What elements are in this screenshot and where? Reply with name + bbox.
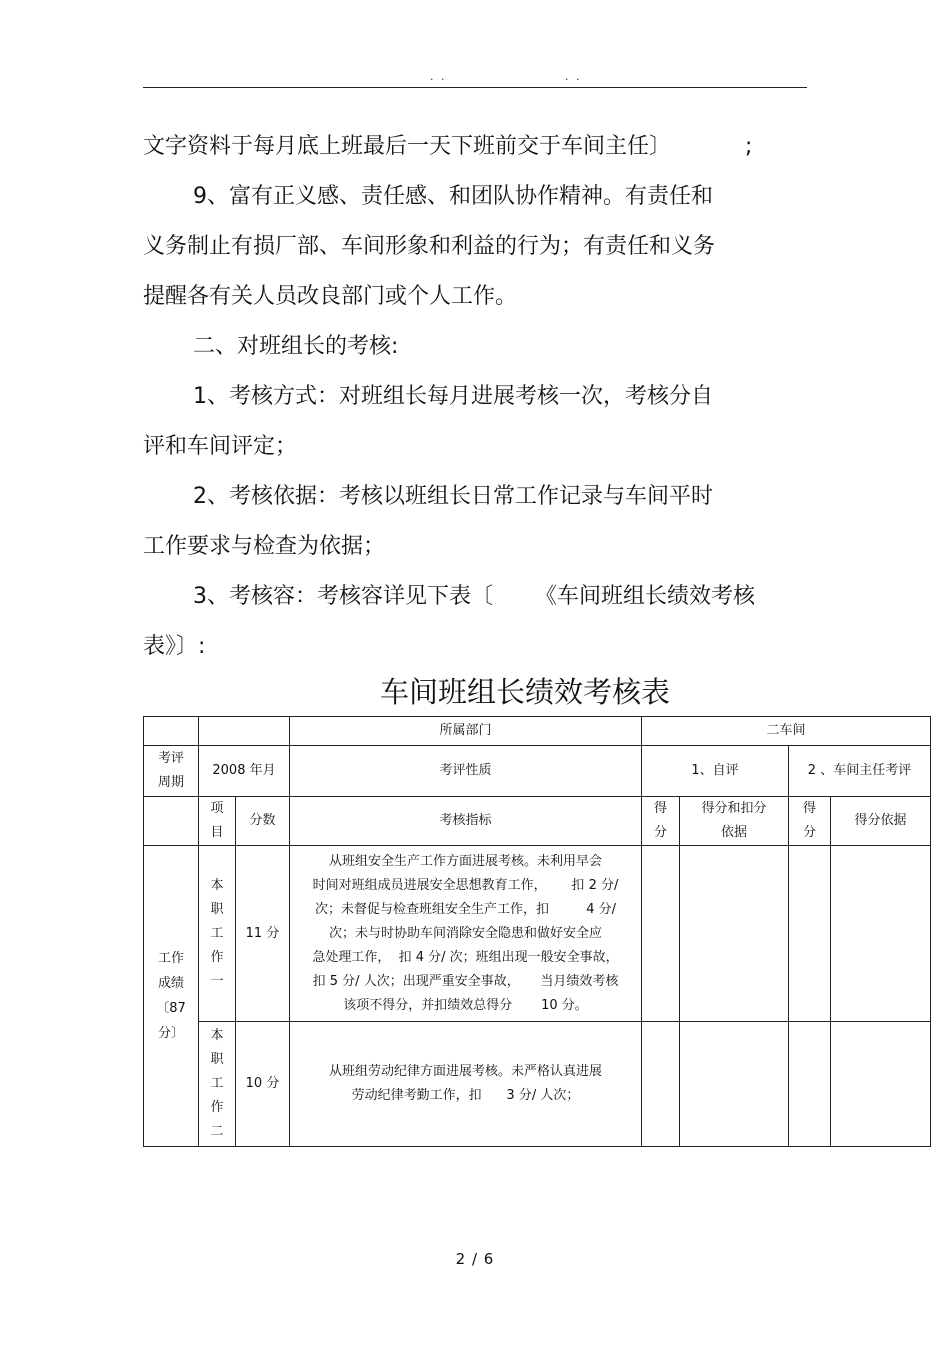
paragraph-line: 提醒各有关人员改良部门或个人工作。 [143,284,518,309]
table-title: 车间班组长绩效考核表 [379,675,670,709]
table-cell [144,797,199,846]
table-row [144,717,931,746]
header-dots [430,70,620,84]
paragraph-semicolon: ; [745,134,753,159]
task-item: 本 职 工 作 二 [199,1022,236,1147]
paragraph-line: 工作要求与检查为依据； [143,534,386,559]
table-row [144,746,931,797]
table-cell [789,846,831,1022]
table-cell [642,1022,680,1147]
paragraph-line: 文字资料于每月底上班最后一天下班前交于车间主任〕 [143,134,672,159]
task-item: 本 职 工 作 一 [199,846,236,1022]
task-score: 11 分 [236,846,290,1022]
table-cell [642,846,680,1022]
period-label: 考评 周期 [144,746,199,797]
paragraph-line: 义务制止有损厂部、车间形象和利益的行为；有责任和义务 [143,234,716,259]
indicator-header: 考核指标 [290,797,642,846]
paragraph-line: 表》〕: [143,634,206,659]
paragraph-line: 2、考核依据：考核以班组长日常工作记录与车间平时 [193,484,713,509]
table-row [144,797,931,846]
task-criteria: 从班组劳动纪律方面进展考核。未严格认真进展 劳动纪律考勤工作，扣 3 分/ 人次； [290,1022,642,1147]
table-row [144,1022,931,1147]
table-cell [680,846,789,1022]
got-score-header: 得 分 [789,797,831,846]
table-cell [831,1022,931,1147]
header-rule [143,87,807,88]
dept-label: 所属部门 [290,717,642,746]
table-cell [144,717,199,746]
task-criteria: 从班组安全生产工作方面进展考核。未利用早会 时间对班组成员进展安全思想教育工作， 扣 2 分/ 次；未督促与检查班组安全生产工作，扣 4 分/ 次；未与时协助车间消除安全隐患和做好安全应 急处理工作， 扣 4 分/ 次；班组出现一般安全事故， 扣 5 分/ 人次；出现严重安全事故， 当月绩效考核 该项不得分，并扣绩效总得分 10 分。 [290,846,642,1022]
director-eval: 2 、车间主任考评 [789,746,931,797]
table-cell [199,717,290,746]
nature-label: 考评性质 [290,746,642,797]
paragraph-line: 1、考核方式：对班组长每月进展考核一次，考核分自 [193,384,713,409]
score-basis-header: 得分和扣分 依据 [680,797,789,846]
period-value: 2008 年月 [199,746,290,797]
assessment-table [143,716,931,1147]
got-score-header: 得 分 [642,797,680,846]
header-dots-right: . . [565,70,582,83]
header-dots-left: . . [430,70,447,83]
table-cell [789,1022,831,1147]
self-eval: 1、自评 [642,746,789,797]
page-number: 2 / 6 [455,1250,495,1268]
paragraph-line: 9、富有正义感、责任感、和团队协作精神。有责任和 [193,184,713,209]
table-cell [831,846,931,1022]
item-header: 项 目 [199,797,236,846]
paragraph-line: 3、考核容：考核容详见下表〔 《车间班组长绩效考核 [193,584,755,609]
section-heading: 二、对班组长的考核: [193,334,399,359]
table-cell [680,1022,789,1147]
paragraph-line: 评和车间评定； [143,434,298,459]
table-row [144,846,931,1022]
score-header: 分数 [236,797,290,846]
dept-value: 二车间 [642,717,931,746]
score-basis-header: 得分依据 [831,797,931,846]
task-score: 10 分 [236,1022,290,1147]
category-cell: 工作 成绩 〔87 分〕 [144,846,199,1147]
